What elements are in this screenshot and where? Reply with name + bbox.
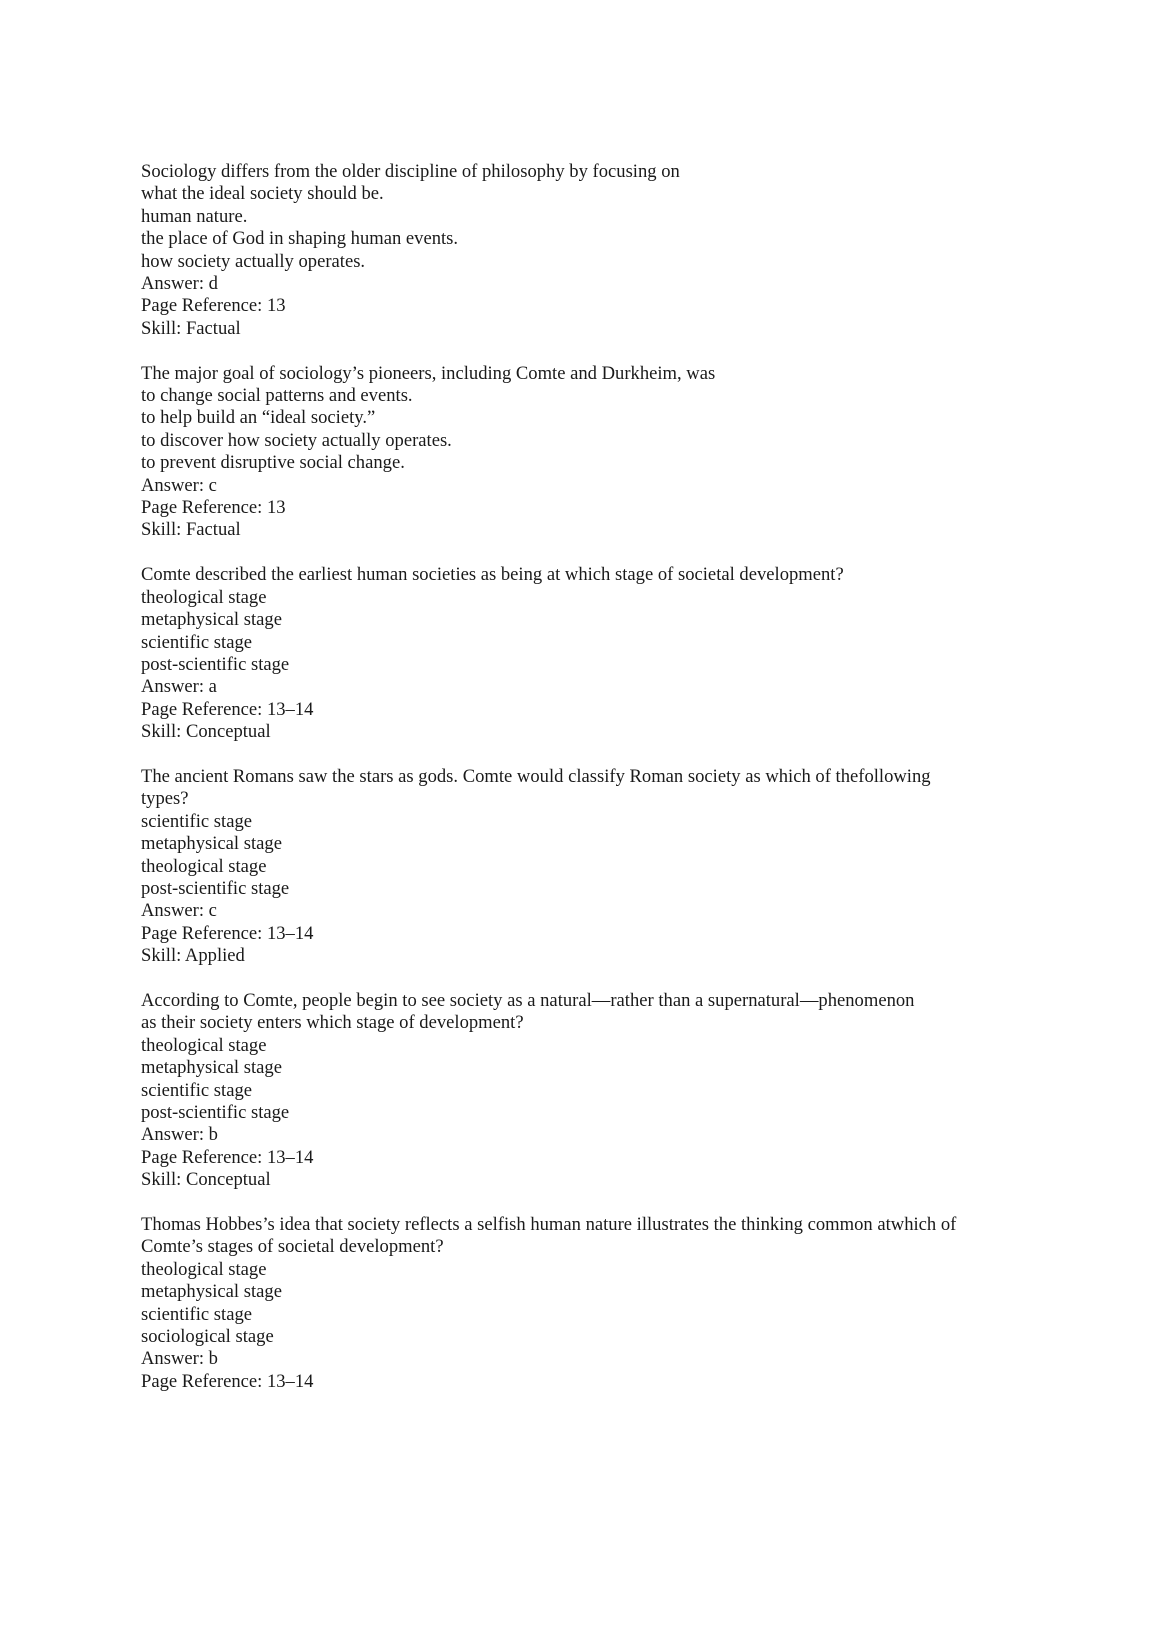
skill-level: Skill: Conceptual [141,1169,271,1191]
answer-option-d: post-scientific stage [141,653,290,675]
question-2 [141,363,1041,542]
question-stem: Sociology differs from the older discipline of philosophy by focusing on [141,161,680,182]
question-stem: The major goal of sociology’s pioneers, including Comte and Durkheim, was [141,362,716,384]
answer-option-a: theological stage [141,1034,267,1056]
page-reference: Page Reference: 13 [141,295,286,317]
skill-level: Skill: Factual [141,519,241,541]
answer-option-c: the place of God in shaping human events. [141,228,459,250]
answer-option-a: theological stage [141,1258,267,1280]
question-5 [141,990,1041,1192]
answer-option-b: human nature. [141,205,248,227]
page-reference: Page Reference: 13 [141,497,286,519]
answer-key: Answer: d [141,273,218,295]
answer-option-d: how society actually operates. [141,250,366,272]
answer-option-c: theological stage [141,855,267,877]
answer-option-c: scientific stage [141,1303,252,1325]
answer-option-a: to change social patterns and events. [141,385,413,407]
skill-level: Skill: Applied [141,945,245,967]
answer-option-b: metaphysical stage [141,609,282,631]
answer-option-d: sociological stage [141,1326,274,1348]
question-stem-continued: as their society enters which stage of development? [141,1012,524,1034]
document-page [141,161,1041,1416]
answer-option-a: what the ideal society should be. [141,183,384,205]
answer-option-b: metaphysical stage [141,1057,282,1079]
question-stem: According to Comte, people begin to see society as a natural—rather than a supernatural—phenomenon [141,989,915,1011]
page-reference: Page Reference: 13–14 [141,922,314,944]
answer-option-d: post-scientific stage [141,877,290,899]
answer-option-c: to discover how society actually operates. [141,429,452,451]
question-3 [141,564,1041,743]
skill-level: Skill: Factual [141,317,241,339]
answer-key: Answer: c [141,474,217,496]
answer-option-b: to help build an “ideal society.” [141,407,376,429]
page-reference: Page Reference: 13–14 [141,1370,314,1392]
answer-key: Answer: a [141,676,217,698]
answer-option-d: to prevent disruptive social change. [141,452,405,474]
question-stem: Thomas Hobbes’s idea that society reflects a selfish human nature illustrates the thinking common atwhich of [141,1214,957,1236]
question-stem: Comte described the earliest human societies as being at which stage of societal development? [141,564,844,586]
answer-option-a: scientific stage [141,810,252,832]
question-stem: The ancient Romans saw the stars as gods. Comte would classify Roman society as which of thefollowing [141,765,931,787]
question-stem-continued: Comte’s stages of societal development? [141,1236,444,1258]
question-1 [141,161,1041,340]
question-4 [141,766,1041,968]
answer-option-d: post-scientific stage [141,1102,290,1123]
question-6 [141,1214,1041,1393]
answer-option-c: scientific stage [141,1079,252,1101]
answer-option-c: scientific stage [141,631,252,653]
question-stem-continued: types? [141,788,189,810]
answer-key: Answer: b [141,1124,218,1146]
answer-key: Answer: b [141,1348,218,1370]
answer-key: Answer: c [141,900,217,922]
answer-option-a: theological stage [141,586,267,608]
skill-level: Skill: Conceptual [141,721,271,743]
answer-option-b: metaphysical stage [141,833,282,855]
page-reference: Page Reference: 13–14 [141,1146,314,1168]
page-reference: Page Reference: 13–14 [141,698,314,720]
answer-option-b: metaphysical stage [141,1281,282,1303]
